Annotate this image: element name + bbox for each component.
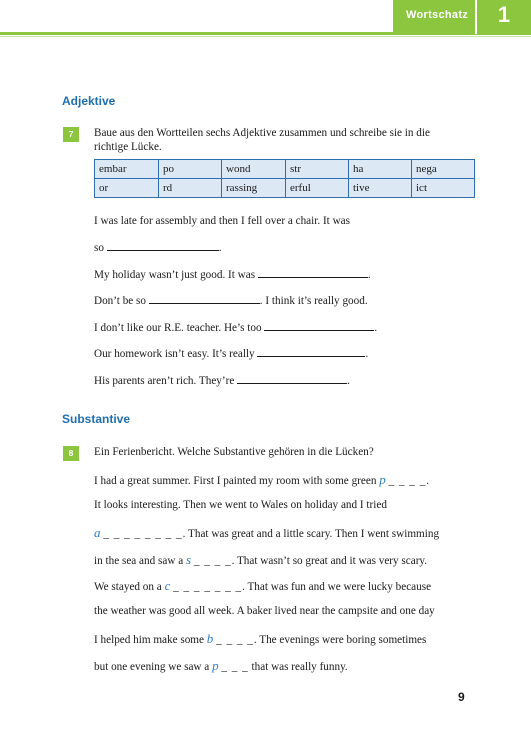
table-cell: nega xyxy=(412,160,475,179)
table-cell: rd xyxy=(159,179,222,198)
letter-hint: s xyxy=(185,552,192,567)
story-text: . That was great and a little scary. Then I went swimming xyxy=(182,528,440,540)
sentence-3 xyxy=(94,294,368,307)
story-line-2: It looks interesting. Then we went to Wales on holiday and I tried xyxy=(94,499,387,511)
sentence-text: His parents aren’t rich. They’re xyxy=(94,375,235,387)
letter-hint: b xyxy=(206,631,214,646)
story-text: . The evenings were boring sometimes xyxy=(253,634,427,646)
exercise-8-badge: 8 xyxy=(63,446,79,461)
answer-dashes[interactable]: _ _ _ _ xyxy=(193,555,232,567)
table-cell: ict xyxy=(412,179,475,198)
letter-hint: a xyxy=(94,525,101,540)
table-cell: or xyxy=(95,179,159,198)
sentence-4 xyxy=(94,321,377,334)
table-row xyxy=(95,179,475,198)
answer-blank[interactable] xyxy=(264,321,374,331)
story-text: . That wasn’t so great and it was very scary. xyxy=(231,555,428,567)
answer-blank[interactable] xyxy=(258,268,368,278)
exercise-7-instruction-2: richtige Lücke. xyxy=(94,141,162,153)
chapter-number: 1 xyxy=(497,2,511,27)
sentence-text: My holiday wasn’t just good. It was xyxy=(94,269,256,281)
answer-dashes[interactable]: _ _ _ xyxy=(221,661,249,673)
story-text: but one evening we saw a xyxy=(94,661,210,673)
exercise-8-instruction: Ein Ferienbericht. Welche Substantive gehören in die Lücken? xyxy=(94,446,374,458)
story-text: I had a great summer. First I painted my room with some green xyxy=(94,475,377,487)
table-cell: rassing xyxy=(222,179,286,198)
story-line-5 xyxy=(94,578,431,594)
sentence-text: . I think it’s really good. xyxy=(259,295,368,307)
table-cell: tive xyxy=(349,179,412,198)
answer-dashes[interactable]: _ _ _ _ _ _ _ xyxy=(173,581,243,593)
answer-dashes[interactable]: _ _ _ _ xyxy=(216,634,254,646)
page-number: 9 xyxy=(458,690,465,704)
substantive-heading: Substantive xyxy=(62,412,131,426)
answer-blank[interactable] xyxy=(149,294,260,304)
sentence-text: . xyxy=(374,322,378,334)
sentence-text: . xyxy=(367,269,371,281)
answer-blank[interactable] xyxy=(107,241,219,251)
sentence-text: I don’t like our R.E. teacher. He’s too xyxy=(94,322,262,334)
sentence-text: . xyxy=(218,242,222,254)
story-text: that was really funny. xyxy=(251,661,348,673)
story-line-6: the weather was good all week. A baker lived near the campsite and one day xyxy=(94,605,435,617)
sentence-text: Don’t be so xyxy=(94,295,146,307)
letter-hint: c xyxy=(164,578,171,593)
story-text: . xyxy=(426,475,430,487)
story-line-8 xyxy=(94,658,348,674)
sentence-6 xyxy=(94,374,350,387)
header-rule-thin xyxy=(0,36,531,37)
table-cell: wond xyxy=(222,160,286,179)
sentence-2 xyxy=(94,268,371,281)
letter-hint: p xyxy=(212,658,219,673)
answer-dashes[interactable]: _ _ _ _ _ _ _ _ xyxy=(103,528,183,540)
sentence-5 xyxy=(94,347,368,360)
sentence-text: . xyxy=(365,348,369,360)
table-cell: po xyxy=(159,160,222,179)
story-line-7 xyxy=(94,631,426,647)
letter-hint: p xyxy=(379,472,386,487)
sentence-text: Our homework isn’t easy. It’s really xyxy=(94,348,255,360)
story-line-4 xyxy=(94,552,427,568)
story-text: in the sea and saw a xyxy=(94,555,184,567)
sentence-1b xyxy=(94,241,222,254)
sentence-1a: I was late for assembly and then I fell over a chair. It was xyxy=(94,215,350,227)
answer-blank[interactable] xyxy=(237,374,347,384)
story-text: . That was fun and we were lucky because xyxy=(242,581,432,593)
story-text: We stayed on a xyxy=(94,581,162,593)
story-text: I helped him make some xyxy=(94,634,204,646)
table-row xyxy=(95,160,475,179)
word-parts-table xyxy=(94,159,475,198)
exercise-7-instruction-1: Baue aus den Wortteilen sechs Adjektive zusammen und schreibe sie in die xyxy=(94,127,430,139)
story-line-3 xyxy=(94,525,439,541)
answer-dashes[interactable]: _ _ _ _ xyxy=(388,475,427,487)
table-cell: ha xyxy=(349,160,412,179)
story-line-1 xyxy=(94,472,429,488)
answer-blank[interactable] xyxy=(257,347,365,357)
exercise-7-badge: 7 xyxy=(63,127,79,142)
table-cell: embar xyxy=(95,160,159,179)
section-tab-label: Wortschatz xyxy=(406,9,469,21)
sentence-text: . xyxy=(347,375,350,387)
adjektive-heading: Adjektive xyxy=(62,94,116,108)
table-cell: str xyxy=(286,160,349,179)
table-cell: erful xyxy=(286,179,349,198)
sentence-text: so xyxy=(94,242,104,254)
